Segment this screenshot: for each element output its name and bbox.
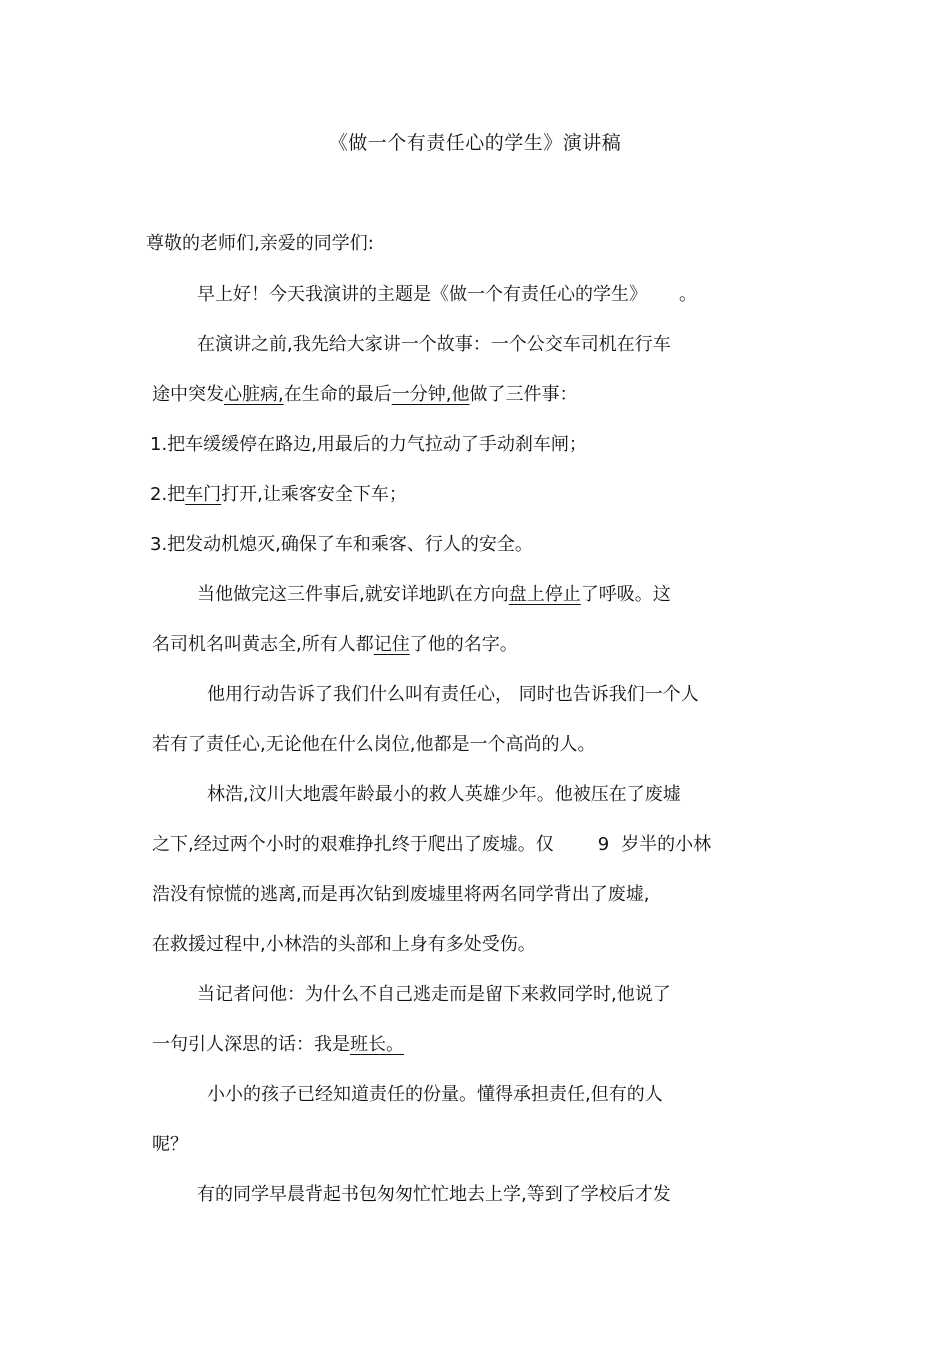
paragraph-3-line-2 — [152, 633, 518, 657]
text-span: 途中突发 — [152, 384, 224, 405]
paragraph-6-line-1: 当记者问他：为什么不自己逃走而是留下来救同学时,他说了 — [197, 984, 671, 1005]
age-number: 9 — [597, 834, 610, 855]
paragraph-5-line-3: 浩没有惊慌的逃离,而是再次钻到废墟里将两名同学背出了废墟, — [152, 884, 650, 905]
text-span: 打开,让乘客安全下车； — [221, 484, 407, 505]
text-span: 当他做完这三件事后,就安详地趴在方向 — [197, 584, 509, 605]
text-span: 2.把 — [150, 484, 186, 505]
underlined-text: 车门 — [185, 484, 222, 505]
paragraph-2-line-2 — [152, 383, 577, 407]
paragraph-2-line-1: 在演讲之前,我先给大家讲一个故事：一个公交车司机在行车 — [197, 334, 671, 355]
paragraph-1 — [197, 283, 697, 307]
underlined-text: 盘上停止 — [508, 584, 581, 605]
greeting: 尊敬的老师们,亲爱的同学们: — [146, 233, 374, 254]
paragraph-8-line-1: 有的同学早晨背起书包匆匆忙忙地去上学,等到了学校后才发 — [197, 1184, 671, 1205]
paragraph-5-line-1: 林浩,汶川大地震年龄最小的救人英雄少年。他被压在了废墟 — [207, 784, 681, 805]
text-span: 了他的名字。 — [409, 634, 518, 655]
underlined-text: 记住 — [373, 634, 410, 655]
paragraph-5-line-2 — [152, 833, 711, 857]
text-span: 了呼吸。这 — [580, 584, 671, 605]
list-item-1: 1.把车缓缓停在路边,用最后的力气拉动了手动刹车闸； — [150, 434, 587, 455]
paragraph-7-line-1: 小小的孩子已经知道责任的份量。懂得承担责任,但有的人 — [207, 1084, 663, 1105]
paragraph-1-text: 早上好！今天我演讲的主题是《做一个有责任心的学生》 — [197, 284, 647, 305]
underlined-text: 心脏病, — [224, 384, 284, 405]
paragraph-4-line-1: 他用行动告诉了我们什么叫有责任心， 同时也告诉我们一个人 — [207, 684, 699, 705]
text-span: 一句引人深思的话：我是 — [152, 1034, 350, 1055]
paragraph-5-line-4: 在救援过程中,小林浩的头部和上身有多处受伤。 — [152, 934, 536, 955]
list-item-2 — [150, 483, 407, 507]
paragraph-4-line-2: 若有了责任心,无论他在什么岗位,他都是一个高尚的人。 — [152, 734, 596, 755]
underlined-text: 一分钟,他 — [391, 384, 470, 405]
paragraph-1-end: 。 — [679, 284, 697, 305]
underlined-text: 班长。 — [350, 1034, 404, 1055]
paragraph-6-line-2 — [152, 1033, 404, 1057]
paragraph-7-line-2: 呢？ — [152, 1134, 188, 1155]
text-span: 名司机名叫黄志全,所有人都 — [152, 634, 374, 655]
document-title: 《做一个有责任心的学生》演讲稿 — [328, 132, 622, 154]
paragraph-3-line-1 — [197, 583, 671, 607]
text-span: 做了三件事： — [469, 384, 578, 405]
text-span: 岁半的小林 — [621, 834, 712, 855]
text-span: 之下,经过两个小时的艰难挣扎终于爬出了废墟。仅 — [152, 834, 554, 855]
list-item-3: 3.把发动机熄灭,确保了车和乘客、行人的安全。 — [150, 534, 533, 555]
text-span: 在生命的最后 — [283, 384, 392, 405]
